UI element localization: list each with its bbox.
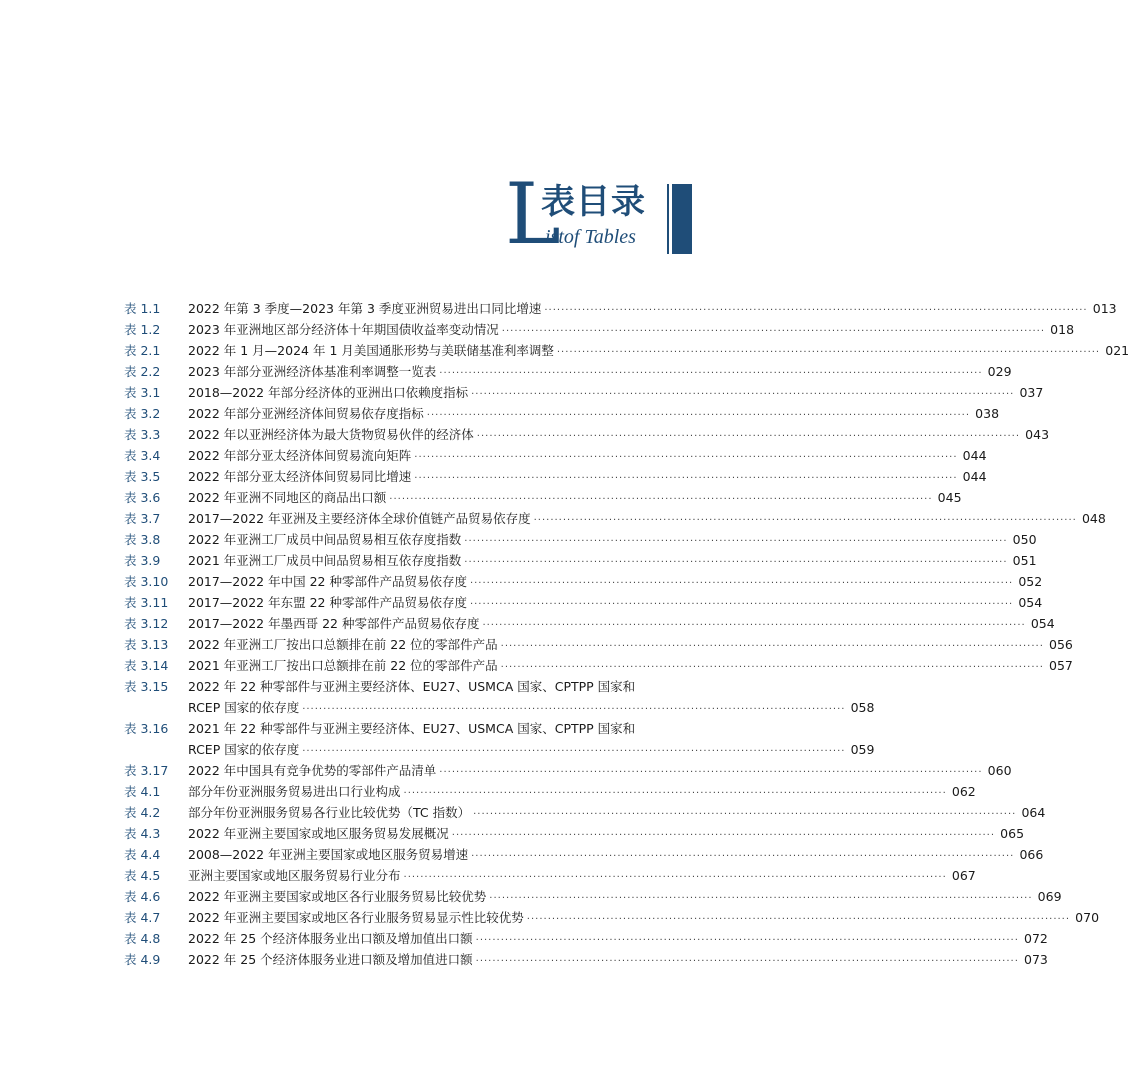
toc-entry-number: 表 3.15 xyxy=(124,679,169,694)
toc-leader-dots xyxy=(544,300,1087,321)
toc-entry-title: 2022 年以亚洲经济体为最大货物贸易伙伴的经济体 xyxy=(188,427,474,442)
toc-entry-page: 013 xyxy=(1092,301,1117,316)
toc-entry[interactable] xyxy=(124,781,976,802)
toc-leader-dots xyxy=(476,930,1019,951)
toc-entry-title-cont: RCEP 国家的依存度 xyxy=(188,742,300,757)
toc-entry-number: 表 3.5 xyxy=(124,469,161,484)
toc-leader-dots xyxy=(557,342,1100,363)
toc-entry[interactable] xyxy=(124,361,1012,382)
toc-entry-title: 2022 年第 3 季度—2023 年第 3 季度亚洲贸易进出口同比增速 xyxy=(188,301,542,316)
toc-leader-dots xyxy=(473,804,1016,825)
toc-entry-number: 表 3.13 xyxy=(124,637,169,652)
toc-leader-dots xyxy=(471,384,1014,405)
toc-entry[interactable] xyxy=(124,592,1043,613)
toc-entry-title: 2018—2022 年部分经济体的亚洲出口依赖度指标 xyxy=(188,385,469,400)
toc-leader-dots xyxy=(470,594,1013,615)
toc-entry-title: 2022 年部分亚太经济体间贸易同比增速 xyxy=(188,469,412,484)
toc-entry-page: 062 xyxy=(951,784,976,799)
toc-entry-page: 066 xyxy=(1019,847,1044,862)
toc-entry-page: 029 xyxy=(987,364,1012,379)
toc-leader-dots xyxy=(302,741,845,762)
toc-leader-dots xyxy=(501,657,1044,678)
toc-entry[interactable] xyxy=(124,340,1129,361)
toc-entry[interactable] xyxy=(124,613,1055,634)
toc-entry-title: 2022 年 22 种零部件与亚洲主要经济体、EU27、USMCA 国家、CPTPP 国家和 xyxy=(188,679,636,694)
toc-entry[interactable] xyxy=(124,676,692,697)
toc-entry-number: 表 3.17 xyxy=(124,763,169,778)
toc-entry-page: 037 xyxy=(1019,385,1044,400)
toc-header xyxy=(505,165,697,263)
toc-leader-dots xyxy=(476,951,1019,972)
toc-entry-title: 2022 年 25 个经济体服务业进口额及增加值进口额 xyxy=(188,952,473,967)
toc-leader-dots xyxy=(439,762,982,783)
toc-entry[interactable] xyxy=(124,571,1043,592)
toc-entry[interactable] xyxy=(124,508,1106,529)
toc-entry-title: 2017—2022 年东盟 22 种零部件产品贸易依存度 xyxy=(188,595,467,610)
page-subtitle: istof Tables xyxy=(545,226,636,248)
toc-entry[interactable] xyxy=(124,802,1046,823)
toc-entry-title: 2022 年 1 月—2024 年 1 月美国通胀形势与美联储基准利率调整 xyxy=(188,343,554,358)
toc-entry[interactable] xyxy=(124,907,1100,928)
toc-entry-page: 073 xyxy=(1024,952,1048,967)
toc-entry[interactable] xyxy=(124,655,1073,676)
toc-entry-title: 2017—2022 年中国 22 种零部件产品贸易依存度 xyxy=(188,574,467,589)
toc-entry-number: 表 1.1 xyxy=(124,301,161,316)
toc-entry-number: 表 3.16 xyxy=(124,721,169,736)
toc-entry-page: 067 xyxy=(951,868,976,883)
toc-entry-title: 部分年份亚洲服务贸易进出口行业构成 xyxy=(188,784,401,799)
toc-entry-title: 2022 年亚洲工厂成员中间品贸易相互依存度指数 xyxy=(188,532,462,547)
toc-leader-dots xyxy=(404,783,947,804)
toc-entry-page: 054 xyxy=(1030,616,1055,631)
toc-entry[interactable] xyxy=(124,445,987,466)
toc-leader-dots xyxy=(302,699,845,720)
toc-entry-page: 051 xyxy=(1012,553,1037,568)
toc-entry-page: 056 xyxy=(1049,637,1073,652)
toc-entry-title: 部分年份亚洲服务贸易各行业比较优势（TC 指数） xyxy=(188,805,471,820)
toc-leader-dots xyxy=(489,888,1032,909)
toc-entry[interactable] xyxy=(124,382,1044,403)
toc-entry[interactable] xyxy=(124,886,1062,907)
toc-leader-dots xyxy=(389,489,932,510)
toc-entry-page: 054 xyxy=(1018,595,1043,610)
toc-leader-dots xyxy=(404,867,947,888)
page-title: 表目录 xyxy=(541,182,646,222)
toc-entry-number: 表 3.9 xyxy=(124,553,161,568)
toc-entry-title: 2022 年亚洲主要国家或地区各行业服务贸易显示性比较优势 xyxy=(188,910,524,925)
toc-entry-title-cont: RCEP 国家的依存度 xyxy=(188,700,300,715)
toc-entry-page: 064 xyxy=(1021,805,1046,820)
toc-entry-page: 052 xyxy=(1018,574,1043,589)
toc-entry-page: 060 xyxy=(987,763,1012,778)
toc-leader-dots xyxy=(414,447,957,468)
toc-entry[interactable] xyxy=(124,760,1012,781)
decorative-letter-l: L xyxy=(505,165,561,263)
toc-leader-dots xyxy=(470,573,1013,594)
toc-entry-number: 表 3.3 xyxy=(124,427,161,442)
toc-entry-number: 表 4.6 xyxy=(124,889,161,904)
toc-entry-page: 065 xyxy=(1000,826,1025,841)
toc-entry-page: 021 xyxy=(1105,343,1129,358)
toc-entry-page: 070 xyxy=(1075,910,1100,925)
toc-entry-title: 2023 年亚洲地区部分经济体十年期国债收益率变动情况 xyxy=(188,322,499,337)
toc-entry-number: 表 4.5 xyxy=(124,868,161,883)
toc-entry-page: 018 xyxy=(1050,322,1075,337)
toc-entry[interactable] xyxy=(124,466,987,487)
toc-entry-number: 表 4.7 xyxy=(124,910,161,925)
toc-entry-number: 表 3.1 xyxy=(124,385,161,400)
toc-entry-continuation[interactable] xyxy=(124,697,875,718)
toc-entry-title: 2022 年亚洲工厂按出口总额排在前 22 位的零部件产品 xyxy=(188,637,498,652)
toc-entry-page: 048 xyxy=(1081,511,1106,526)
toc-entry-page: 050 xyxy=(1012,532,1037,547)
toc-entry[interactable] xyxy=(124,844,1044,865)
toc-entry-number: 表 4.2 xyxy=(124,805,161,820)
toc-entry[interactable] xyxy=(124,298,1117,319)
toc-entry-number: 表 3.10 xyxy=(124,574,169,589)
toc-entry-number: 表 3.4 xyxy=(124,448,161,463)
toc-entry-number: 表 4.4 xyxy=(124,847,161,862)
decorative-bar-thin xyxy=(667,184,669,254)
table-of-contents xyxy=(124,298,1129,970)
toc-entry[interactable] xyxy=(124,424,1050,445)
toc-entry-title: 2022 年 25 个经济体服务业出口额及增加值出口额 xyxy=(188,931,473,946)
toc-entry-page: 058 xyxy=(850,700,875,715)
toc-entry-number: 表 3.7 xyxy=(124,511,161,526)
toc-entry[interactable] xyxy=(124,529,1037,550)
toc-entry-number: 表 3.11 xyxy=(124,595,169,610)
toc-entry-number: 表 2.1 xyxy=(124,343,161,358)
toc-leader-dots xyxy=(502,321,1045,342)
toc-entry[interactable] xyxy=(124,634,1073,655)
decorative-bar xyxy=(672,184,692,254)
toc-entry[interactable] xyxy=(124,718,692,739)
toc-entry-title: 亚洲主要国家或地区服务贸易行业分布 xyxy=(188,868,401,883)
toc-leader-dots xyxy=(452,825,995,846)
toc-entry-title: 2022 年亚洲主要国家或地区服务贸易发展概况 xyxy=(188,826,449,841)
toc-entry-title: 2008—2022 年亚洲主要国家或地区服务贸易增速 xyxy=(188,847,469,862)
toc-entry-number: 表 3.2 xyxy=(124,406,161,421)
toc-leader-dots xyxy=(464,531,1007,552)
toc-leader-dots xyxy=(414,468,957,489)
toc-entry-number: 表 3.14 xyxy=(124,658,169,673)
toc-entry-title: 2021 年亚洲工厂按出口总额排在前 22 位的零部件产品 xyxy=(188,658,498,673)
toc-entry-number: 表 4.3 xyxy=(124,826,161,841)
toc-entry-page: 038 xyxy=(975,406,1000,421)
toc-leader-dots xyxy=(477,426,1020,447)
toc-entry-title: 2022 年部分亚太经济体间贸易流向矩阵 xyxy=(188,448,412,463)
toc-entry[interactable] xyxy=(124,823,1025,844)
toc-leader-dots xyxy=(439,363,982,384)
toc-entry[interactable] xyxy=(124,403,1000,424)
toc-entry-title: 2022 年部分亚洲经济体间贸易依存度指标 xyxy=(188,406,424,421)
toc-leader-dots xyxy=(501,636,1044,657)
toc-entry-number: 表 4.8 xyxy=(124,931,161,946)
toc-entry[interactable] xyxy=(124,949,1048,970)
toc-entry[interactable] xyxy=(124,550,1037,571)
toc-entry-title: 2022 年中国具有竞争优势的零部件产品清单 xyxy=(188,763,437,778)
toc-entry-title: 2021 年亚洲工厂成员中间品贸易相互依存度指数 xyxy=(188,553,462,568)
toc-entry-title: 2017—2022 年墨西哥 22 种零部件产品贸易依存度 xyxy=(188,616,480,631)
toc-leader-dots xyxy=(427,405,970,426)
toc-entry-page: 045 xyxy=(937,490,962,505)
toc-entry-page: 059 xyxy=(850,742,875,757)
toc-leader-dots xyxy=(471,846,1014,867)
toc-entry-title: 2022 年亚洲不同地区的商品出口额 xyxy=(188,490,387,505)
toc-entry-number: 表 3.8 xyxy=(124,532,161,547)
toc-entry-page: 072 xyxy=(1024,931,1048,946)
toc-entry-page: 044 xyxy=(962,448,987,463)
toc-entry-number: 表 4.9 xyxy=(124,952,161,967)
toc-entry-page: 069 xyxy=(1037,889,1062,904)
toc-leader-dots xyxy=(534,510,1077,531)
toc-entry[interactable] xyxy=(124,319,1075,340)
toc-leader-dots xyxy=(482,615,1025,636)
toc-entry[interactable] xyxy=(124,865,976,886)
toc-entry-title: 2021 年 22 种零部件与亚洲主要经济体、EU27、USMCA 国家、CPTPP 国家和 xyxy=(188,721,636,736)
toc-entry[interactable] xyxy=(124,487,962,508)
toc-entry-title: 2017—2022 年亚洲及主要经济体全球价值链产品贸易依存度 xyxy=(188,511,531,526)
toc-entry-number: 表 4.1 xyxy=(124,784,161,799)
toc-entry-title: 2022 年亚洲主要国家或地区各行业服务贸易比较优势 xyxy=(188,889,487,904)
toc-entry-title: 2023 年部分亚洲经济体基准利率调整一览表 xyxy=(188,364,437,379)
toc-entry-number: 表 1.2 xyxy=(124,322,161,337)
toc-entry-page: 044 xyxy=(962,469,987,484)
toc-entry-page: 043 xyxy=(1025,427,1050,442)
toc-entry-number: 表 3.6 xyxy=(124,490,161,505)
toc-leader-dots xyxy=(464,552,1007,573)
toc-entry[interactable] xyxy=(124,928,1048,949)
toc-entry-number: 表 2.2 xyxy=(124,364,161,379)
toc-entry-continuation[interactable] xyxy=(124,739,875,760)
toc-entry-page: 057 xyxy=(1049,658,1073,673)
toc-leader-dots xyxy=(527,909,1070,930)
toc-entry-number: 表 3.12 xyxy=(124,616,169,631)
